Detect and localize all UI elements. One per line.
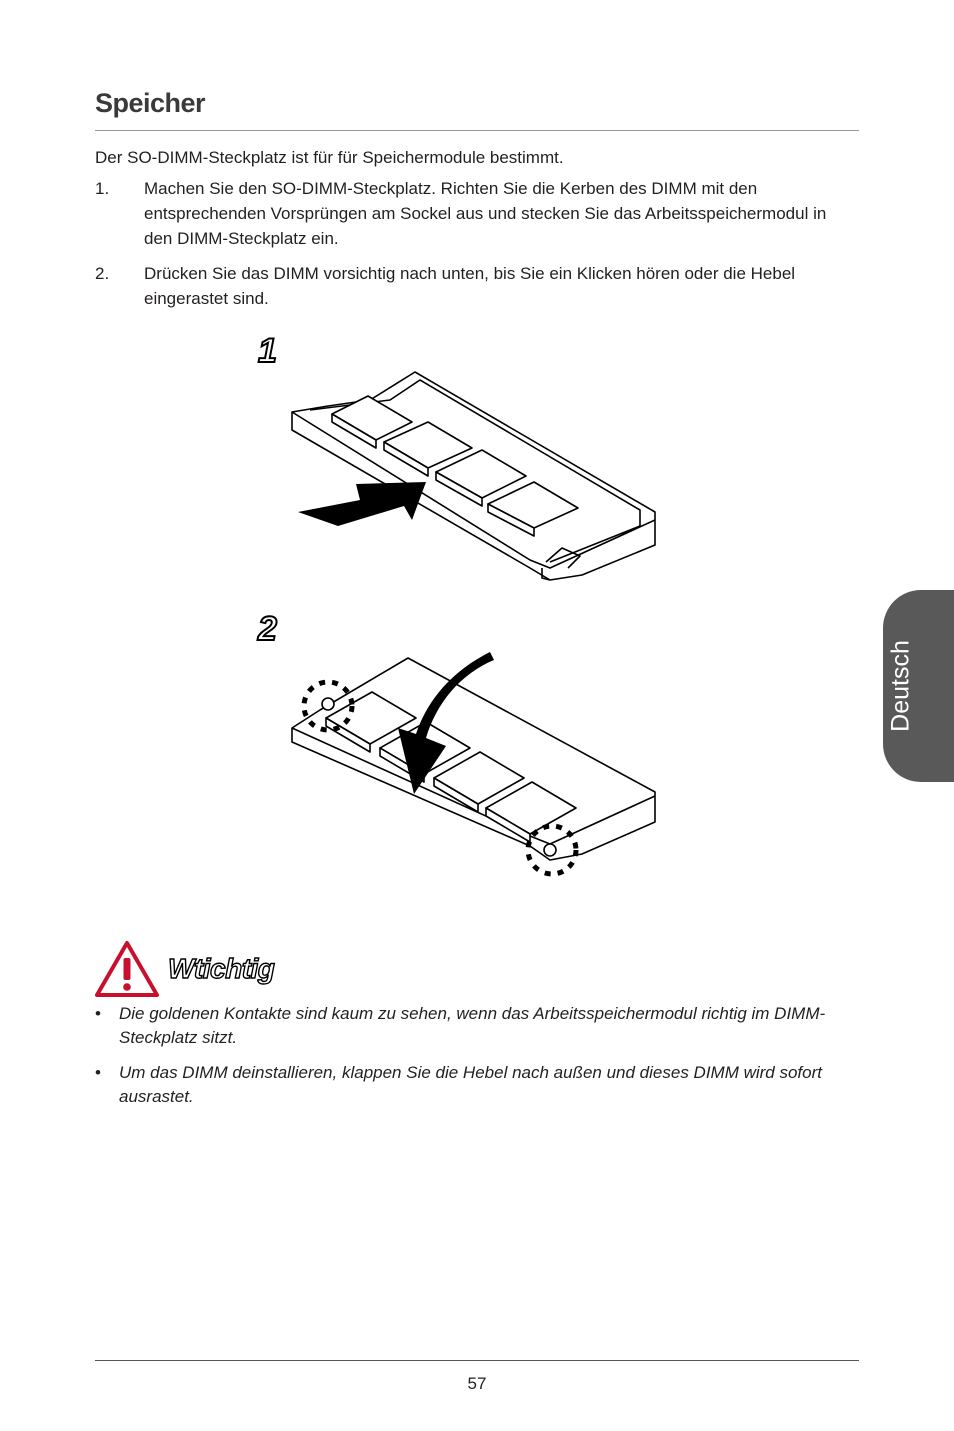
note-heading: Wtichtig xyxy=(168,953,275,984)
note-list xyxy=(95,1002,859,1120)
dimm-socket-drawing xyxy=(250,330,670,590)
step-item xyxy=(95,261,859,311)
language-tab xyxy=(883,590,954,782)
warning-icon xyxy=(95,940,159,998)
page-title: Speicher xyxy=(95,88,206,118)
step-text: Machen Sie den SO-DIMM-Steckplatz. Richten Sie die Kerben des DIMM mit den entsprechenden Vorsprüngen am Sockel aus und stecken Sie das Arbeitsspeichermodul in den DIMM-Steckplatz ein. xyxy=(144,179,827,248)
note-item xyxy=(95,1061,859,1109)
dimm-press-illustration xyxy=(250,608,670,888)
figure-label-2: 2 xyxy=(258,610,276,648)
step-text: Drücken Sie das DIMM vorsichtig nach unten, bis Sie ein Klicken hören oder die Hebel eingerastet sind. xyxy=(144,264,796,308)
step-item xyxy=(95,176,859,251)
step-number: 1. xyxy=(95,179,110,198)
bullet: • xyxy=(95,1004,101,1023)
bullet: • xyxy=(95,1063,101,1082)
language-tab-label: Deutsch xyxy=(886,640,915,732)
intro-text: Der SO-DIMM-Steckplatz ist für für Speichermodule bestimmt. xyxy=(95,148,564,167)
note-text: Die goldenen Kontakte sind kaum zu sehen, wenn das Arbeitsspeichermodul richtig im DIMM-Steckplatz sitzt. xyxy=(119,1004,826,1047)
title-divider xyxy=(95,130,859,131)
page-number: 57 xyxy=(467,1374,487,1393)
figure-label-1: 1 xyxy=(258,332,276,370)
instruction-steps xyxy=(95,176,859,321)
dimm-insert-illustration xyxy=(250,330,670,590)
footer-divider xyxy=(95,1360,859,1361)
step-number: 2. xyxy=(95,264,110,283)
note-item xyxy=(95,1002,859,1050)
note-text: Um das DIMM deinstallieren, klappen Sie die Hebel nach außen und dieses DIMM wird sofort ausrastet. xyxy=(119,1063,822,1106)
dimm-socket-drawing xyxy=(250,608,670,888)
